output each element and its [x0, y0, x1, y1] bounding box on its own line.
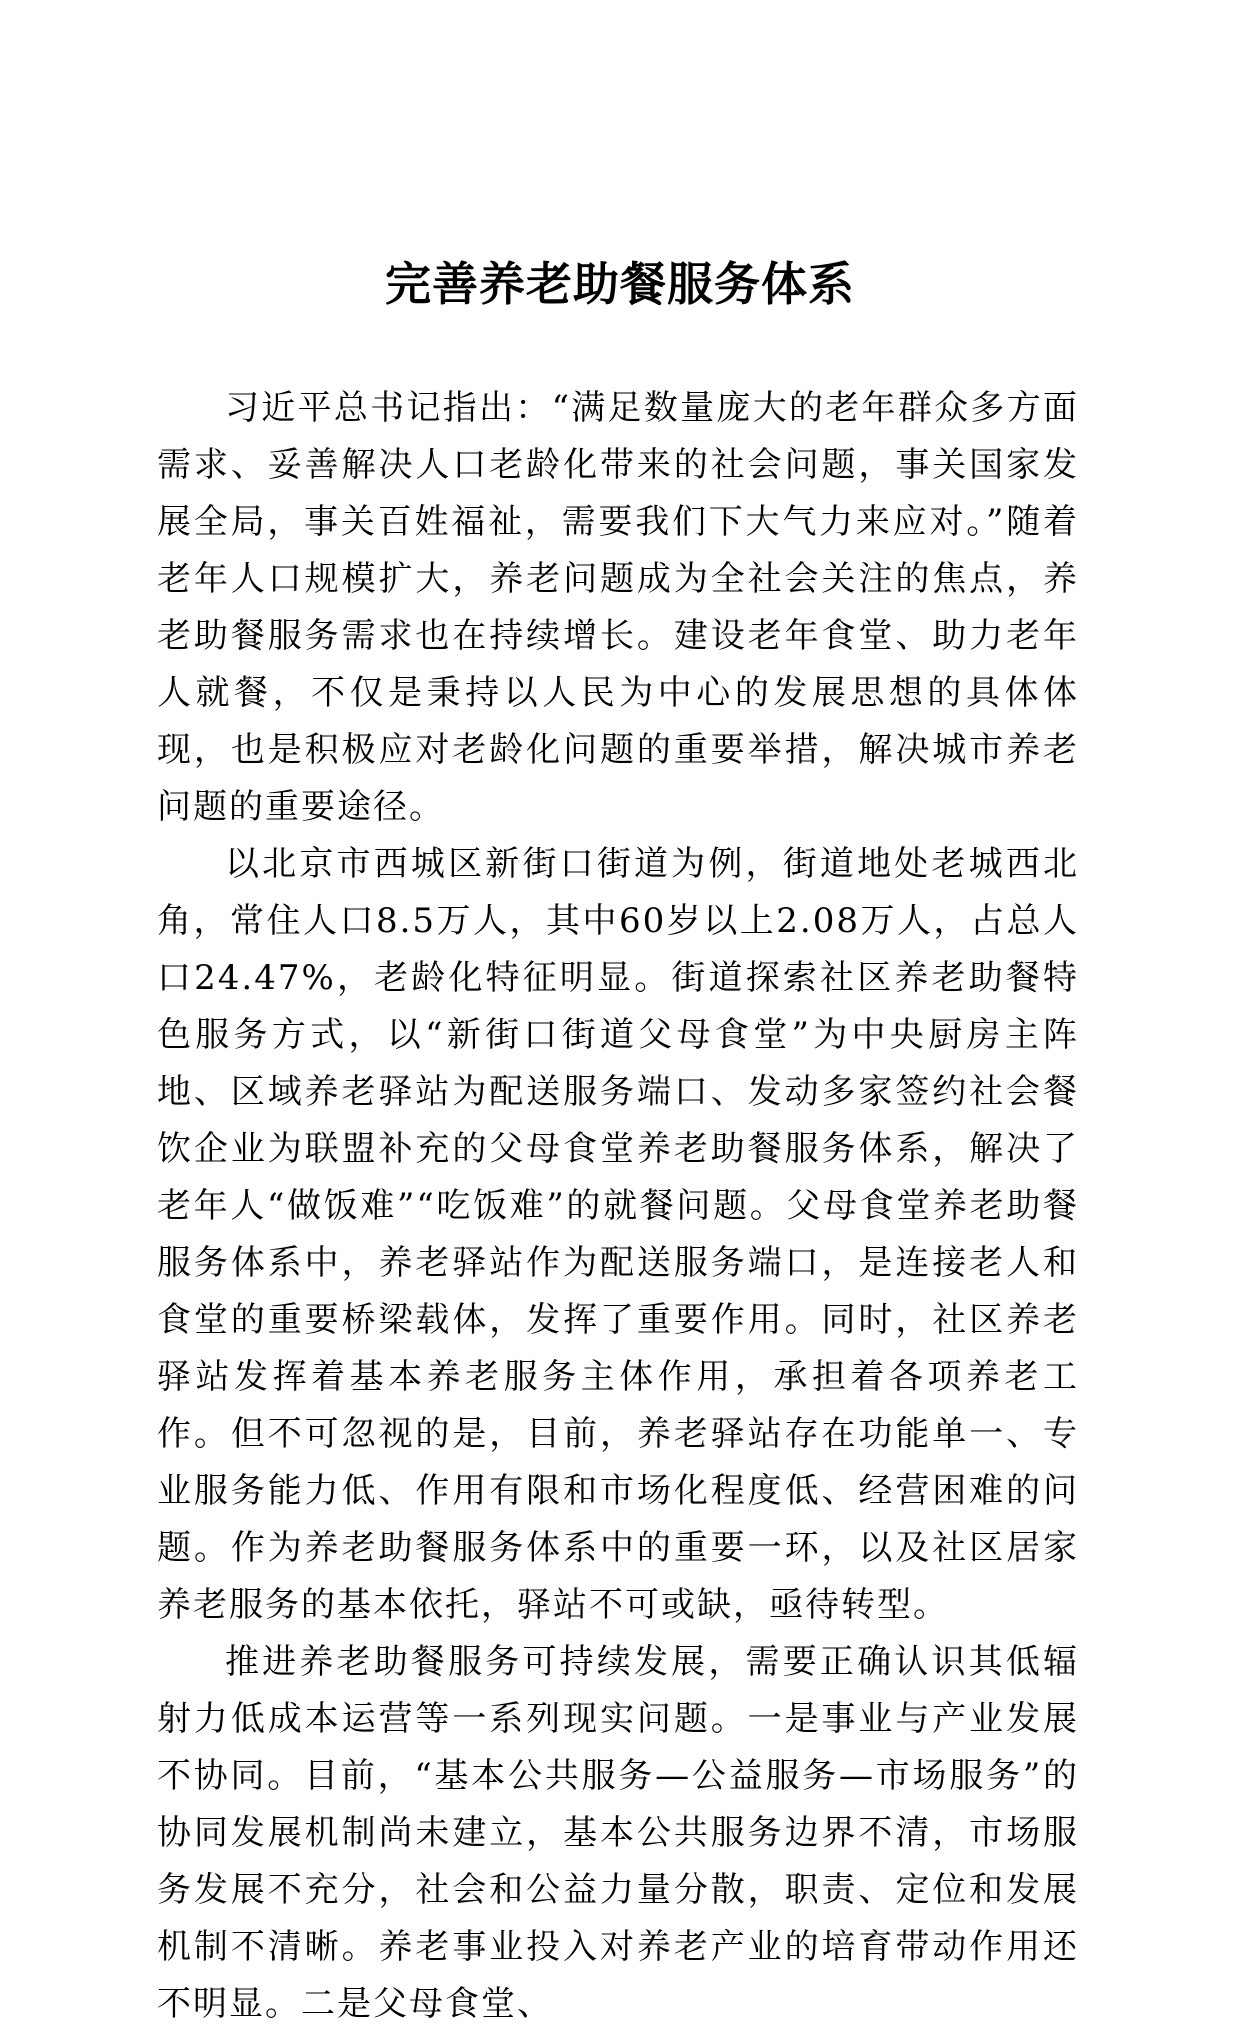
document-body	[157, 380, 1079, 2033]
paragraph-3: 推进养老助餐服务可持续发展，需要正确认识其低辐射力低成本运营等一系列现实问题。一是事业与产业发展不协同。目前，“基本公共服务—公益服务—市场服务”的协同发展机制尚未建立，基本公共服务边界不清，市场服务发展不充分，社会和公益力量分散，职责、定位和发展机制不清晰。养老事业投入对养老产业的培育带动作用还不明显。二是父母食堂、	[157, 1642, 1079, 2024]
document-title: 完善养老助餐服务体系	[385, 257, 855, 311]
paragraph-2: 以北京市西城区新街口街道为例，街道地处老城西北角，常住人口8.5万人，其中60岁以上2.08万人，占总人口24.47%，老龄化特征明显。街道探索社区养老助餐特色服务方式，以“新街口街道父母食堂”为中央厨房主阵地、区域养老驿站为配送服务端口、发动多家签约社会餐饮企业为联盟补充的父母食堂养老助餐服务体系，解决了老年人“做饭难”“吃饭难”的就餐问题。父母食堂养老助餐服务体系中，养老驿站作为配送服务端口，是连接老人和食堂的重要桥梁载体，发挥了重要作用。同时，社区养老驿站发挥着基本养老服务主体作用，承担着各项养老工作。但不可忽视的是，目前，养老驿站存在功能单一、专业服务能力低、作用有限和市场化程度低、经营困难的问题。作为养老助餐服务体系中的重要一环，以及社区居家养老服务的基本依托，驿站不可或缺，亟待转型。	[157, 844, 1079, 1625]
paragraph-1: 习近平总书记指出：“满足数量庞大的老年群众多方面需求、妥善解决人口老龄化带来的社会问题，事关国家发展全局，事关百姓福祉，需要我们下大气力来应对。”随着老年人口规模扩大，养老问题成为全社会关注的焦点，养老助餐服务需求也在持续增长。建设老年食堂、助力老年人就餐，不仅是秉持以人民为中心的发展思想的具体体现，也是积极应对老龄化问题的重要举措，解决城市养老问题的重要途径。	[157, 388, 1079, 827]
